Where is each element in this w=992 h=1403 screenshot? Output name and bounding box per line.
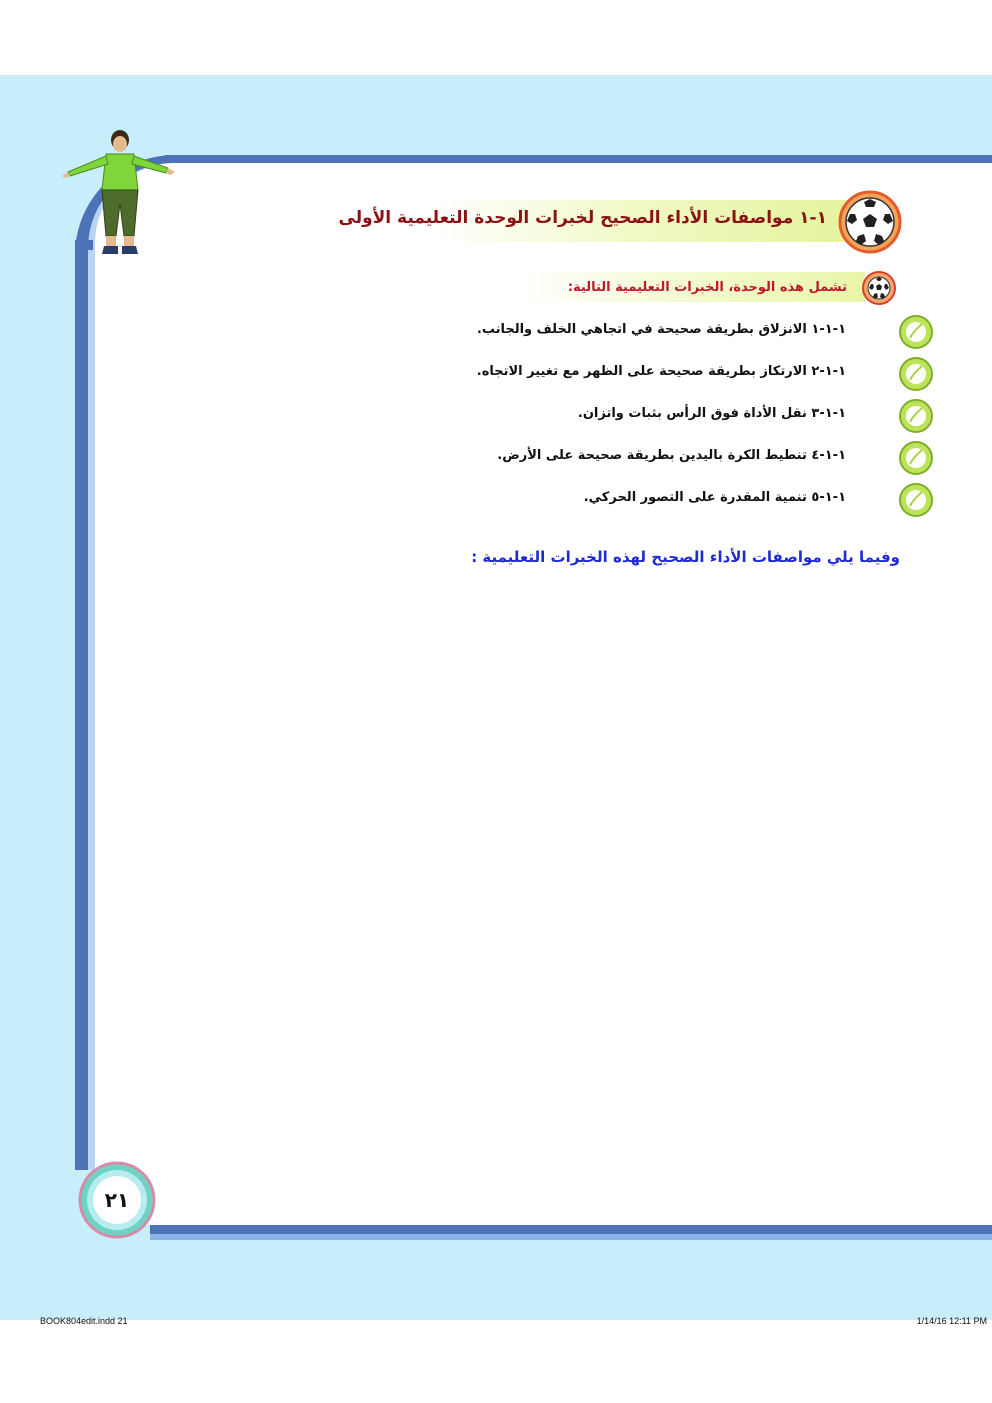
player-figure [62, 128, 177, 260]
frame-bottom-light-bar [150, 1234, 992, 1240]
closing-line: وفيما يلي مواصفات الأداء الصحيح لهذه الخبرات التعليمية : [471, 548, 900, 566]
print-slug-timestamp: 1/14/16 12:11 PM [916, 1316, 987, 1326]
green-ring-icon [898, 398, 934, 434]
frame-top-bar [165, 155, 992, 163]
page-margin-bottom [0, 1320, 992, 1403]
green-ring-icon [898, 440, 934, 476]
frame-left-light-bar [88, 250, 95, 1170]
green-ring-icon [898, 482, 934, 518]
soccer-ball-icon [861, 270, 897, 306]
list-item-text: ١-١-٢ الارتكاز بطريقة صحيحة على الظهر مع تغيير الاتجاه. [476, 364, 846, 379]
page-number: ٢١ [104, 1188, 130, 1212]
page-margin-top [0, 0, 992, 75]
frame-bottom-bar [150, 1225, 992, 1234]
intro-text: تشمل هذه الوحدة، الخبرات التعليمية التالية: [567, 280, 847, 295]
section-title [338, 190, 902, 254]
print-slug-file: BOOK804edit.indd 21 [40, 1316, 128, 1326]
green-ring-icon [898, 314, 934, 350]
list-item-text: ١-١-٣ نقل الأداة فوق الرأس بثبات واتزان. [577, 406, 846, 421]
list-item-text: ١-١-٥ تنمية المقدرة على التصور الحركي. [583, 490, 846, 505]
green-ring-icon [898, 356, 934, 392]
section-title-text: ١-١ مواصفات الأداء الصحيح لخبرات الوحدة التعليمية الأولى [338, 208, 827, 228]
list-item-text: ١-١-٤ تنطيط الكرة باليدين بطريقة صحيحة على الأرض. [497, 448, 846, 463]
list-item-text: ١-١-١ الانزلاق بطريقة صحيحة في اتجاهي الخلف والجانب. [476, 322, 846, 337]
soccer-ball-icon [838, 190, 902, 254]
